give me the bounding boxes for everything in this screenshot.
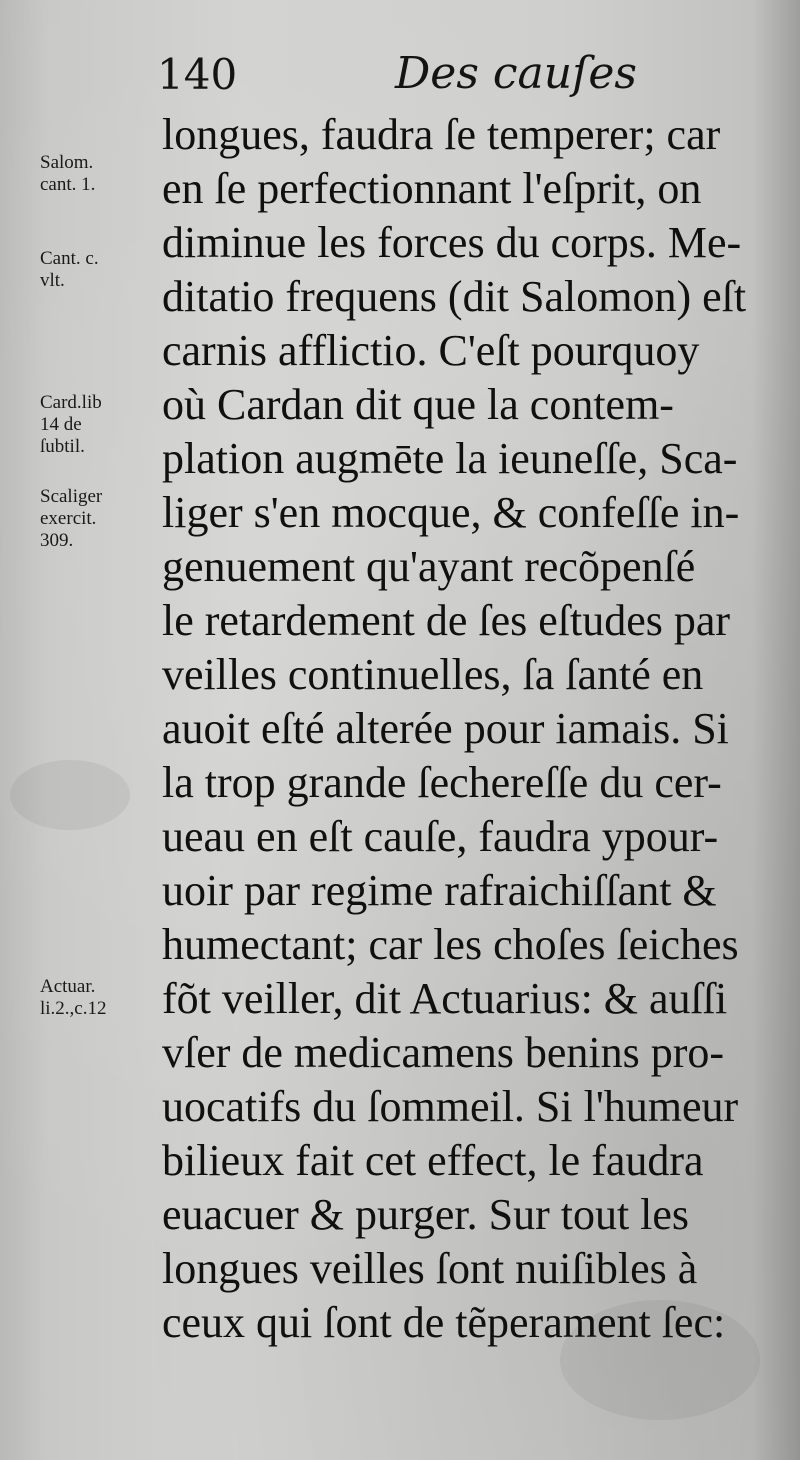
margin-note-cardan: Card.lib 14 de ſubtil. bbox=[40, 392, 102, 457]
text-line: carnis afflictio. C'eſt pourquoy bbox=[162, 326, 700, 375]
text-line: ceux qui ſont de tẽperament ſec: bbox=[162, 1298, 726, 1347]
body-text bbox=[162, 108, 770, 1350]
text-line: ueau en eſt cauſe, faudra ypour- bbox=[162, 812, 719, 861]
text-line: la trop grande ſechereſſe du cer- bbox=[162, 758, 722, 807]
margin-note-cantique: Cant. c. vlt. bbox=[40, 248, 99, 291]
text-line: fõt veiller, dit Actuarius: & auſſi bbox=[162, 974, 728, 1023]
page-number: 140 bbox=[157, 50, 238, 99]
text-line: où Cardan dit que la contem- bbox=[162, 380, 674, 429]
text-line: en ſe perfectionnant l'eſprit, on bbox=[162, 164, 702, 213]
margin-notes bbox=[40, 0, 160, 1460]
text-line: uoir par regime rafraichiſſant & bbox=[162, 866, 717, 915]
running-head bbox=[157, 48, 717, 100]
margin-note-salomon: Salom. cant. 1. bbox=[40, 152, 96, 195]
text-line: le retardement de ſes eſtudes par bbox=[162, 596, 731, 645]
text-line: veilles continuelles, ſa ſanté en bbox=[162, 650, 704, 699]
margin-note-scaliger: Scaliger exercit. 309. bbox=[40, 486, 103, 551]
text-line: ditatio frequens (dit Salomon) eſt bbox=[162, 272, 747, 321]
text-line: bilieux fait cet effect, le faudra bbox=[162, 1136, 704, 1185]
text-line: euacuer & purger. Sur tout les bbox=[162, 1190, 690, 1239]
text-line: vſer de medicamens benins pro- bbox=[162, 1028, 725, 1077]
text-line: uocatifs du ſommeil. Si l'humeur bbox=[162, 1082, 739, 1131]
text-line: auoit eſté alterée pour iamais. Si bbox=[162, 704, 729, 753]
text-line: liger s'en mocque, & confeſſe in- bbox=[162, 488, 740, 537]
text-line: diminue les forces du corps. Me- bbox=[162, 218, 742, 267]
text-line: humectant; car les choſes ſeiches bbox=[162, 920, 739, 969]
running-title: Des cauſes bbox=[395, 48, 637, 99]
margin-note-actuarius: Actuar. li.2.,c.12 bbox=[40, 976, 107, 1019]
text-line: plation augmēte la ieuneſſe, Sca- bbox=[162, 434, 738, 483]
text-line: genuement qu'ayant recõpenſé bbox=[162, 542, 696, 591]
text-line: longues, faudra ſe temperer; car bbox=[162, 110, 721, 159]
text-line: longues veilles ſont nuiſibles à bbox=[162, 1244, 698, 1293]
